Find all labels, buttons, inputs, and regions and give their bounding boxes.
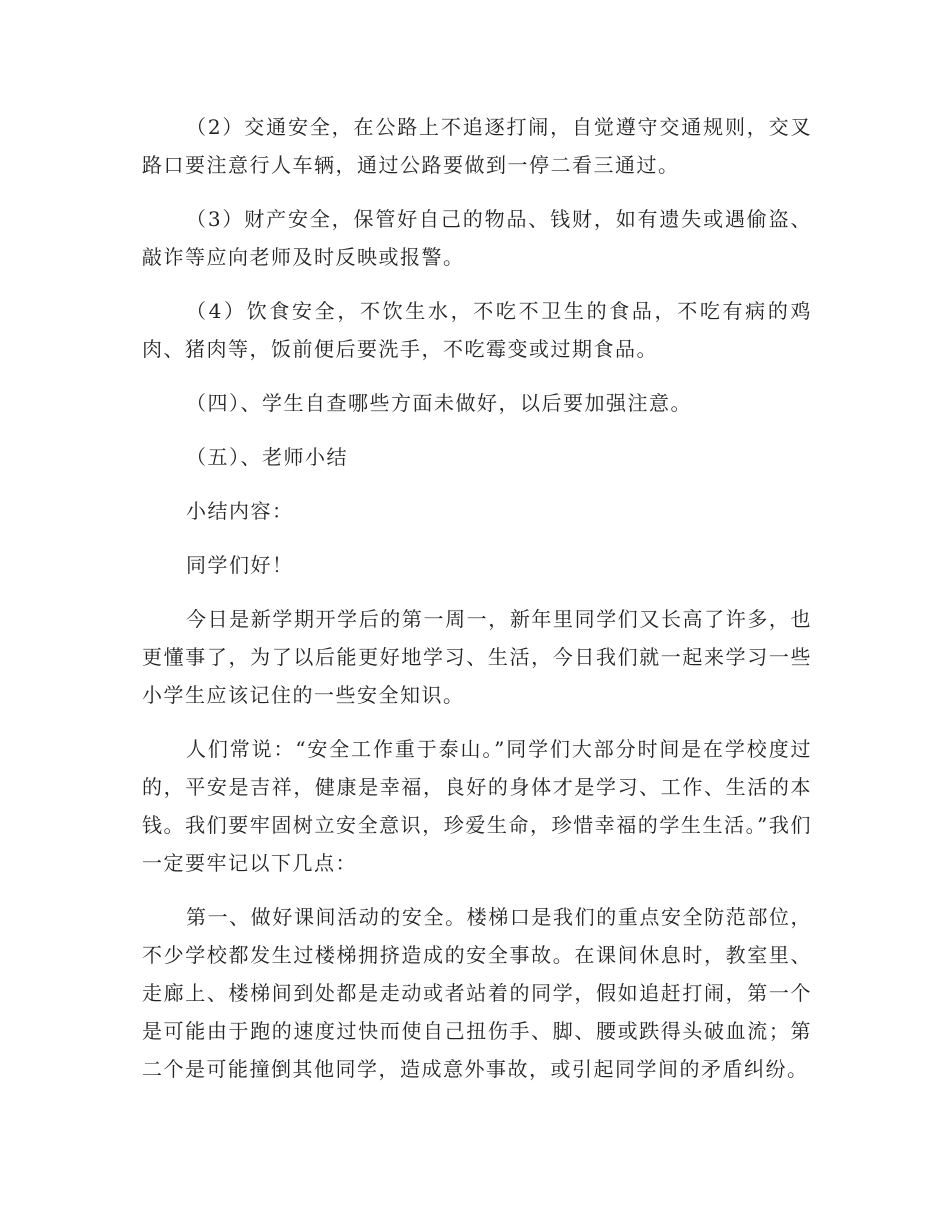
document-body	[142, 108, 812, 1104]
paragraph-break-activity-safety: 第一、做好课间活动的安全。楼梯口是我们的重点安全防范部位，不少学校都发生过楼梯拥挤造成的安全事故。在课间休息时，教室里、走廊上、楼梯间到处都是走动或者站着的同学，假如追赶打闹，第一个是可能由于跑的速度过快而使自己扭伤手、脚、腰或跌得头破血流；第二个是可能撞倒其他同学，造成意外事故，或引起同学间的矛盾纠纷。	[142, 905, 812, 1081]
paragraph-food-safety: （4）饮食安全，不饮生水，不吃不卫生的食品，不吃有病的鸡肉、猪肉等，饭前便后要洗手，不吃霉变或过期食品。	[142, 299, 812, 361]
paragraph-self-check: （四）、学生自查哪些方面未做好，以后要加强注意。	[186, 391, 692, 415]
paragraph-traffic-safety: （2）交通安全，在公路上不追逐打闹，自觉遵守交通规则，交叉路口要注意行人车辆，通过公路要做到一停二看三通过。	[142, 115, 812, 177]
paragraph-greeting: 同学们好！	[186, 553, 294, 577]
paragraph-intro: 今日是新学期开学后的第一周一，新年里同学们又长高了许多，也更懂事了，为了以后能更好地学习、生活，今日我们就一起来学习一些小学生应该记住的一些安全知识。	[142, 607, 812, 707]
paragraph-summary-content-label: 小结内容：	[186, 499, 294, 523]
paragraph-safety-saying: 人们常说：“安全工作重于泰山。”同学们大部分时间是在学校度过的，平安是吉祥，健康是幸福，良好的身体才是学习、工作、生活的本钱。我们要牢固树立安全意识，珍爱生命，珍惜幸福的学生生活。”我们一定要牢记以下几点：	[142, 737, 812, 875]
paragraph-property-safety: （3）财产安全，保管好自己的物品、钱财，如有遗失或遇偷盗、敲诈等应向老师及时反映或报警。	[142, 207, 812, 269]
paragraph-teacher-summary-heading: （五）、老师小结	[186, 445, 348, 469]
